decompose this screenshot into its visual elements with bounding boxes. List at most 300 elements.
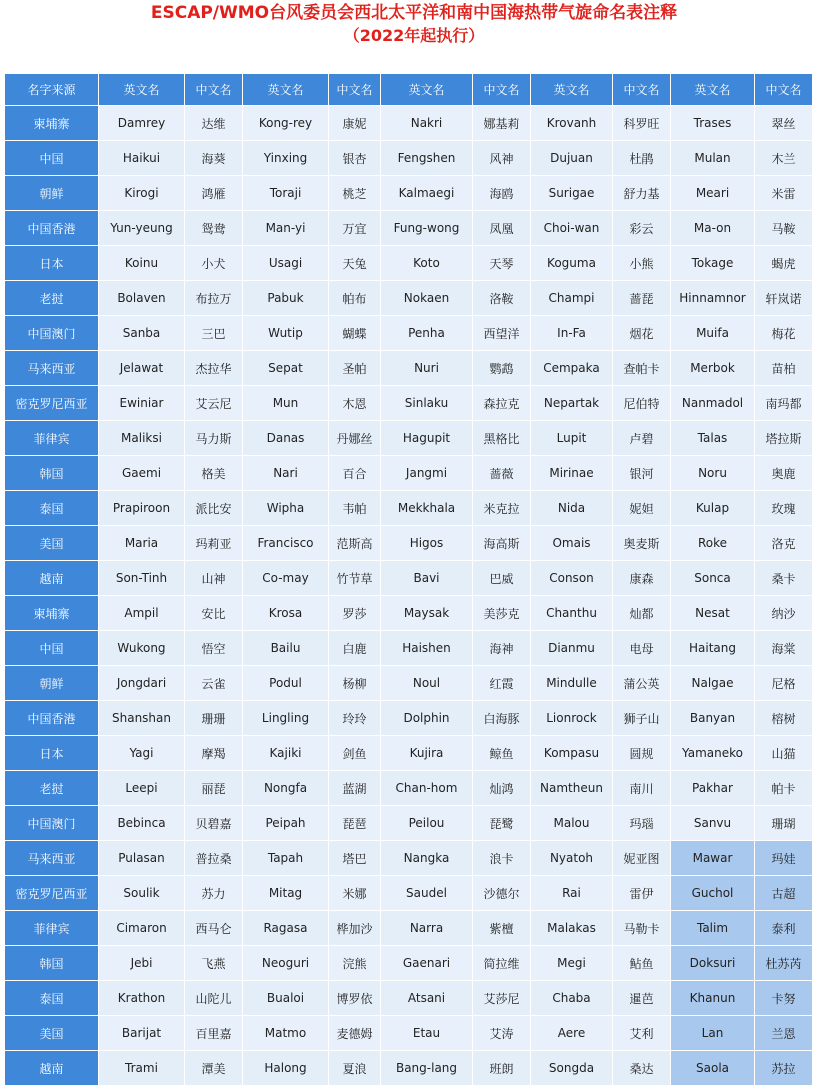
chinese-name-cell: 康森 — [613, 561, 671, 596]
english-name-cell: Malou — [531, 806, 613, 841]
english-name-cell: Sinlaku — [381, 386, 473, 421]
english-name-cell: Jelawat — [99, 351, 185, 386]
english-name-cell: Tokage — [671, 246, 755, 281]
english-name-cell: Leepi — [99, 771, 185, 806]
chinese-name-cell: 奥鹿 — [755, 456, 813, 491]
english-name-cell: Noru — [671, 456, 755, 491]
chinese-name-cell: 烟花 — [613, 316, 671, 351]
chinese-name-cell: 海葵 — [185, 141, 243, 176]
chinese-name-cell: 鹦鹉 — [473, 351, 531, 386]
table-row — [5, 491, 813, 526]
english-name-cell: Neoguri — [243, 946, 329, 981]
english-name-cell: Bailu — [243, 631, 329, 666]
english-name-cell: Conson — [531, 561, 613, 596]
chinese-name-cell: 古超 — [755, 876, 813, 911]
english-name-cell: Tapah — [243, 841, 329, 876]
english-name-cell: Krovanh — [531, 106, 613, 141]
chinese-name-cell: 米娜 — [329, 876, 381, 911]
table-row — [5, 596, 813, 631]
chinese-name-cell: 艾利 — [613, 1016, 671, 1051]
english-name-cell: Kalmaegi — [381, 176, 473, 211]
english-name-cell: Aere — [531, 1016, 613, 1051]
table-row — [5, 736, 813, 771]
english-name-cell: Trami — [99, 1051, 185, 1086]
chinese-name-cell: 塔拉斯 — [755, 421, 813, 456]
table-row — [5, 666, 813, 701]
english-name-cell: Haitang — [671, 631, 755, 666]
english-name-cell: Mirinae — [531, 456, 613, 491]
chinese-name-cell: 圣帕 — [329, 351, 381, 386]
chinese-name-cell: 蝴蝶 — [329, 316, 381, 351]
chinese-name-cell: 舒力基 — [613, 176, 671, 211]
table-row — [5, 841, 813, 876]
english-name-cell: Hagupit — [381, 421, 473, 456]
english-name-cell: Kulap — [671, 491, 755, 526]
chinese-name-cell: 班朗 — [473, 1051, 531, 1086]
chinese-name-cell: 轩岚诺 — [755, 281, 813, 316]
source-country-cell: 朝鲜 — [5, 666, 99, 701]
chinese-name-cell: 塔巴 — [329, 841, 381, 876]
chinese-name-cell: 妮亚图 — [613, 841, 671, 876]
chinese-name-cell: 灿都 — [613, 596, 671, 631]
table-row — [5, 876, 813, 911]
chinese-name-cell: 梅花 — [755, 316, 813, 351]
header-col: 英文名 — [671, 74, 755, 106]
english-name-cell: Jangmi — [381, 456, 473, 491]
table-row — [5, 946, 813, 981]
english-name-cell: Choi-wan — [531, 211, 613, 246]
chinese-name-cell: 苗柏 — [755, 351, 813, 386]
table-row — [5, 386, 813, 421]
english-name-cell: Muifa — [671, 316, 755, 351]
english-name-cell: Koinu — [99, 246, 185, 281]
english-name-cell: Ampil — [99, 596, 185, 631]
english-name-cell: Cimaron — [99, 911, 185, 946]
table-row — [5, 1051, 813, 1086]
chinese-name-cell: 娜基莉 — [473, 106, 531, 141]
english-name-cell: Megi — [531, 946, 613, 981]
english-name-cell: Kujira — [381, 736, 473, 771]
english-name-cell: Nuri — [381, 351, 473, 386]
english-name-cell: In-Fa — [531, 316, 613, 351]
table-row — [5, 701, 813, 736]
chinese-name-cell: 杜鹃 — [613, 141, 671, 176]
english-name-cell: Saudel — [381, 876, 473, 911]
chinese-name-cell: 凤凰 — [473, 211, 531, 246]
chinese-name-cell: 尼格 — [755, 666, 813, 701]
english-name-cell: Nalgae — [671, 666, 755, 701]
english-name-cell: Bebinca — [99, 806, 185, 841]
english-name-cell: Usagi — [243, 246, 329, 281]
table-row — [5, 981, 813, 1016]
english-name-cell: Yun-yeung — [99, 211, 185, 246]
english-name-cell: Lionrock — [531, 701, 613, 736]
chinese-name-cell: 天琴 — [473, 246, 531, 281]
english-name-cell: Khanun — [671, 981, 755, 1016]
chinese-name-cell: 纳沙 — [755, 596, 813, 631]
english-name-cell: Guchol — [671, 876, 755, 911]
english-name-cell: Barijat — [99, 1016, 185, 1051]
chinese-name-cell: 红霞 — [473, 666, 531, 701]
table-row — [5, 561, 813, 596]
chinese-name-cell: 沙德尔 — [473, 876, 531, 911]
english-name-cell: Meari — [671, 176, 755, 211]
english-name-cell: Nanmadol — [671, 386, 755, 421]
source-country-cell: 中国 — [5, 631, 99, 666]
english-name-cell: Wutip — [243, 316, 329, 351]
source-country-cell: 菲律宾 — [5, 421, 99, 456]
chinese-name-cell: 麦德姆 — [329, 1016, 381, 1051]
chinese-name-cell: 巴威 — [473, 561, 531, 596]
chinese-name-cell: 桑卡 — [755, 561, 813, 596]
english-name-cell: Bolaven — [99, 281, 185, 316]
english-name-cell: Peipah — [243, 806, 329, 841]
english-name-cell: Francisco — [243, 526, 329, 561]
chinese-name-cell: 银杏 — [329, 141, 381, 176]
chinese-name-cell: 鲸鱼 — [473, 736, 531, 771]
source-country-cell: 泰国 — [5, 981, 99, 1016]
chinese-name-cell: 摩羯 — [185, 736, 243, 771]
chinese-name-cell: 蝎虎 — [755, 246, 813, 281]
english-name-cell: Chanthu — [531, 596, 613, 631]
source-country-cell: 朝鲜 — [5, 176, 99, 211]
chinese-name-cell: 简拉维 — [473, 946, 531, 981]
chinese-name-cell: 云雀 — [185, 666, 243, 701]
english-name-cell: Trases — [671, 106, 755, 141]
chinese-name-cell: 西马仑 — [185, 911, 243, 946]
table-row — [5, 421, 813, 456]
source-country-cell: 中国澳门 — [5, 806, 99, 841]
chinese-name-cell: 米雷 — [755, 176, 813, 211]
source-country-cell: 越南 — [5, 1051, 99, 1086]
english-name-cell: Ewiniar — [99, 386, 185, 421]
english-name-cell: Sonca — [671, 561, 755, 596]
table-row — [5, 141, 813, 176]
source-country-cell: 老挝 — [5, 771, 99, 806]
chinese-name-cell: 艾涛 — [473, 1016, 531, 1051]
chinese-name-cell: 苏拉 — [755, 1051, 813, 1086]
english-name-cell: Nakri — [381, 106, 473, 141]
english-name-cell: Pakhar — [671, 771, 755, 806]
chinese-name-cell: 灿鸿 — [473, 771, 531, 806]
chinese-name-cell: 苏力 — [185, 876, 243, 911]
chinese-name-cell: 小犬 — [185, 246, 243, 281]
english-name-cell: Kirogi — [99, 176, 185, 211]
english-name-cell: Jebi — [99, 946, 185, 981]
english-name-cell: Krosa — [243, 596, 329, 631]
table-row — [5, 1016, 813, 1051]
english-name-cell: Chaba — [531, 981, 613, 1016]
english-name-cell: Pabuk — [243, 281, 329, 316]
chinese-name-cell: 海鸥 — [473, 176, 531, 211]
chinese-name-cell: 普拉桑 — [185, 841, 243, 876]
chinese-name-cell: 杰拉华 — [185, 351, 243, 386]
english-name-cell: Danas — [243, 421, 329, 456]
page-subtitle: （2022年起执行） — [343, 26, 485, 45]
chinese-name-cell: 范斯高 — [329, 526, 381, 561]
chinese-name-cell: 夏浪 — [329, 1051, 381, 1086]
table-row — [5, 526, 813, 561]
english-name-cell: Champi — [531, 281, 613, 316]
english-name-cell: Matmo — [243, 1016, 329, 1051]
source-country-cell: 中国香港 — [5, 211, 99, 246]
chinese-name-cell: 杨柳 — [329, 666, 381, 701]
chinese-name-cell: 玛莉亚 — [185, 526, 243, 561]
english-name-cell: Sanvu — [671, 806, 755, 841]
english-name-cell: Nesat — [671, 596, 755, 631]
english-name-cell: Talas — [671, 421, 755, 456]
english-name-cell: Peilou — [381, 806, 473, 841]
chinese-name-cell: 查帕卡 — [613, 351, 671, 386]
english-name-cell: Yinxing — [243, 141, 329, 176]
english-name-cell: Halong — [243, 1051, 329, 1086]
chinese-name-cell: 木兰 — [755, 141, 813, 176]
english-name-cell: Fung-wong — [381, 211, 473, 246]
source-country-cell: 老挝 — [5, 281, 99, 316]
chinese-name-cell: 鸿雁 — [185, 176, 243, 211]
table-row — [5, 106, 813, 141]
english-name-cell: Dujuan — [531, 141, 613, 176]
english-name-cell: Jongdari — [99, 666, 185, 701]
header-col: 英文名 — [531, 74, 613, 106]
english-name-cell: Pulasan — [99, 841, 185, 876]
chinese-name-cell: 海神 — [473, 631, 531, 666]
chinese-name-cell: 博罗依 — [329, 981, 381, 1016]
header-col: 中文名 — [329, 74, 381, 106]
table-row — [5, 351, 813, 386]
chinese-name-cell: 玛瑙 — [613, 806, 671, 841]
english-name-cell: Gaemi — [99, 456, 185, 491]
english-name-cell: Mun — [243, 386, 329, 421]
chinese-name-cell: 鸳鸯 — [185, 211, 243, 246]
english-name-cell: Son-Tinh — [99, 561, 185, 596]
chinese-name-cell: 浣熊 — [329, 946, 381, 981]
source-country-cell: 马来西亚 — [5, 351, 99, 386]
english-name-cell: Krathon — [99, 981, 185, 1016]
english-name-cell: Nangka — [381, 841, 473, 876]
header-col: 中文名 — [473, 74, 531, 106]
chinese-name-cell: 电母 — [613, 631, 671, 666]
english-name-cell: Rai — [531, 876, 613, 911]
chinese-name-cell: 彩云 — [613, 211, 671, 246]
english-name-cell: Mawar — [671, 841, 755, 876]
english-name-cell: Higos — [381, 526, 473, 561]
chinese-name-cell: 珊瑚 — [755, 806, 813, 841]
english-name-cell: Etau — [381, 1016, 473, 1051]
chinese-name-cell: 暹芭 — [613, 981, 671, 1016]
english-name-cell: Maria — [99, 526, 185, 561]
english-name-cell: Toraji — [243, 176, 329, 211]
chinese-name-cell: 艾云尼 — [185, 386, 243, 421]
table-row — [5, 806, 813, 841]
chinese-name-cell: 山猫 — [755, 736, 813, 771]
english-name-cell: Soulik — [99, 876, 185, 911]
english-name-cell: Lupit — [531, 421, 613, 456]
chinese-name-cell: 琵琶 — [329, 806, 381, 841]
chinese-name-cell: 奥麦斯 — [613, 526, 671, 561]
chinese-name-cell: 白鹿 — [329, 631, 381, 666]
chinese-name-cell: 蒲公英 — [613, 666, 671, 701]
table-row — [5, 316, 813, 351]
english-name-cell: Nepartak — [531, 386, 613, 421]
english-name-cell: Mindulle — [531, 666, 613, 701]
chinese-name-cell: 狮子山 — [613, 701, 671, 736]
english-name-cell: Chan-hom — [381, 771, 473, 806]
source-country-cell: 美国 — [5, 1016, 99, 1051]
table-row — [5, 911, 813, 946]
chinese-name-cell: 罗莎 — [329, 596, 381, 631]
english-name-cell: Omais — [531, 526, 613, 561]
table-row — [5, 631, 813, 666]
chinese-name-cell: 白海豚 — [473, 701, 531, 736]
chinese-name-cell: 百合 — [329, 456, 381, 491]
english-name-cell: Kong-rey — [243, 106, 329, 141]
source-country-cell: 中国 — [5, 141, 99, 176]
chinese-name-cell: 紫檀 — [473, 911, 531, 946]
chinese-name-cell: 科罗旺 — [613, 106, 671, 141]
chinese-name-cell: 潭美 — [185, 1051, 243, 1086]
english-name-cell: Nongfa — [243, 771, 329, 806]
chinese-name-cell: 风神 — [473, 141, 531, 176]
english-name-cell: Talim — [671, 911, 755, 946]
chinese-name-cell: 南川 — [613, 771, 671, 806]
chinese-name-cell: 康妮 — [329, 106, 381, 141]
chinese-name-cell: 山神 — [185, 561, 243, 596]
chinese-name-cell: 桑达 — [613, 1051, 671, 1086]
source-country-cell: 密克罗尼西亚 — [5, 386, 99, 421]
chinese-name-cell: 妮妲 — [613, 491, 671, 526]
chinese-name-cell: 银河 — [613, 456, 671, 491]
chinese-name-cell: 格美 — [185, 456, 243, 491]
header-col: 中文名 — [185, 74, 243, 106]
chinese-name-cell: 卢碧 — [613, 421, 671, 456]
english-name-cell: Malakas — [531, 911, 613, 946]
english-name-cell: Bualoi — [243, 981, 329, 1016]
english-name-cell: Maliksi — [99, 421, 185, 456]
english-name-cell: Roke — [671, 526, 755, 561]
source-country-cell: 中国香港 — [5, 701, 99, 736]
english-name-cell: Dianmu — [531, 631, 613, 666]
table-row — [5, 771, 813, 806]
header-source: 名字来源 — [5, 74, 99, 106]
header-col: 英文名 — [99, 74, 185, 106]
english-name-cell: Nida — [531, 491, 613, 526]
chinese-name-cell: 帕布 — [329, 281, 381, 316]
english-name-cell: Damrey — [99, 106, 185, 141]
chinese-name-cell: 美莎克 — [473, 596, 531, 631]
table-row — [5, 281, 813, 316]
chinese-name-cell: 山陀儿 — [185, 981, 243, 1016]
chinese-name-cell: 布拉万 — [185, 281, 243, 316]
chinese-name-cell: 马勒卡 — [613, 911, 671, 946]
english-name-cell: Hinnamnor — [671, 281, 755, 316]
english-name-cell: Gaenari — [381, 946, 473, 981]
chinese-name-cell: 安比 — [185, 596, 243, 631]
english-name-cell: Lingling — [243, 701, 329, 736]
source-country-cell: 日本 — [5, 246, 99, 281]
header-col: 英文名 — [243, 74, 329, 106]
english-name-cell: Namtheun — [531, 771, 613, 806]
chinese-name-cell: 蔷琵 — [613, 281, 671, 316]
english-name-cell: Fengshen — [381, 141, 473, 176]
chinese-name-cell: 圆规 — [613, 736, 671, 771]
chinese-name-cell: 达维 — [185, 106, 243, 141]
english-name-cell: Nari — [243, 456, 329, 491]
chinese-name-cell: 剑鱼 — [329, 736, 381, 771]
english-name-cell: Podul — [243, 666, 329, 701]
header-col: 中文名 — [613, 74, 671, 106]
chinese-name-cell: 桦加沙 — [329, 911, 381, 946]
source-country-cell: 韩国 — [5, 946, 99, 981]
table-header-row — [5, 74, 813, 106]
english-name-cell: Man-yi — [243, 211, 329, 246]
chinese-name-cell: 飞燕 — [185, 946, 243, 981]
english-name-cell: Merbok — [671, 351, 755, 386]
chinese-name-cell: 艾莎尼 — [473, 981, 531, 1016]
english-name-cell: Yagi — [99, 736, 185, 771]
source-country-cell: 越南 — [5, 561, 99, 596]
chinese-name-cell: 森拉克 — [473, 386, 531, 421]
english-name-cell: Mekkhala — [381, 491, 473, 526]
chinese-name-cell: 派比安 — [185, 491, 243, 526]
source-country-cell: 泰国 — [5, 491, 99, 526]
english-name-cell: Sanba — [99, 316, 185, 351]
source-country-cell: 柬埔寨 — [5, 596, 99, 631]
english-name-cell: Ma-on — [671, 211, 755, 246]
english-name-cell: Maysak — [381, 596, 473, 631]
chinese-name-cell: 翠丝 — [755, 106, 813, 141]
english-name-cell: Mitag — [243, 876, 329, 911]
english-name-cell: Bang-lang — [381, 1051, 473, 1086]
chinese-name-cell: 南玛都 — [755, 386, 813, 421]
english-name-cell: Noul — [381, 666, 473, 701]
english-name-cell: Shanshan — [99, 701, 185, 736]
english-name-cell: Songda — [531, 1051, 613, 1086]
chinese-name-cell: 马力斯 — [185, 421, 243, 456]
source-country-cell: 密克罗尼西亚 — [5, 876, 99, 911]
chinese-name-cell: 西望洋 — [473, 316, 531, 351]
chinese-name-cell: 玛娃 — [755, 841, 813, 876]
chinese-name-cell: 雷伊 — [613, 876, 671, 911]
table-row — [5, 176, 813, 211]
english-name-cell: Yamaneko — [671, 736, 755, 771]
chinese-name-cell: 珊珊 — [185, 701, 243, 736]
english-name-cell: Bavi — [381, 561, 473, 596]
english-name-cell: Dolphin — [381, 701, 473, 736]
chinese-name-cell: 桃芝 — [329, 176, 381, 211]
chinese-name-cell: 帕卡 — [755, 771, 813, 806]
chinese-name-cell: 蓝湖 — [329, 771, 381, 806]
chinese-name-cell: 黑格比 — [473, 421, 531, 456]
english-name-cell: Narra — [381, 911, 473, 946]
english-name-cell: Cempaka — [531, 351, 613, 386]
english-name-cell: Surigae — [531, 176, 613, 211]
source-country-cell: 日本 — [5, 736, 99, 771]
chinese-name-cell: 米克拉 — [473, 491, 531, 526]
typhoon-names-table — [4, 73, 813, 1086]
english-name-cell: Kajiki — [243, 736, 329, 771]
chinese-name-cell: 马鞍 — [755, 211, 813, 246]
source-country-cell: 中国澳门 — [5, 316, 99, 351]
chinese-name-cell: 玲玲 — [329, 701, 381, 736]
english-name-cell: Koto — [381, 246, 473, 281]
chinese-name-cell: 韦帕 — [329, 491, 381, 526]
english-name-cell: Haikui — [99, 141, 185, 176]
chinese-name-cell: 万宜 — [329, 211, 381, 246]
english-name-cell: Ragasa — [243, 911, 329, 946]
chinese-name-cell: 泰利 — [755, 911, 813, 946]
source-country-cell: 柬埔寨 — [5, 106, 99, 141]
